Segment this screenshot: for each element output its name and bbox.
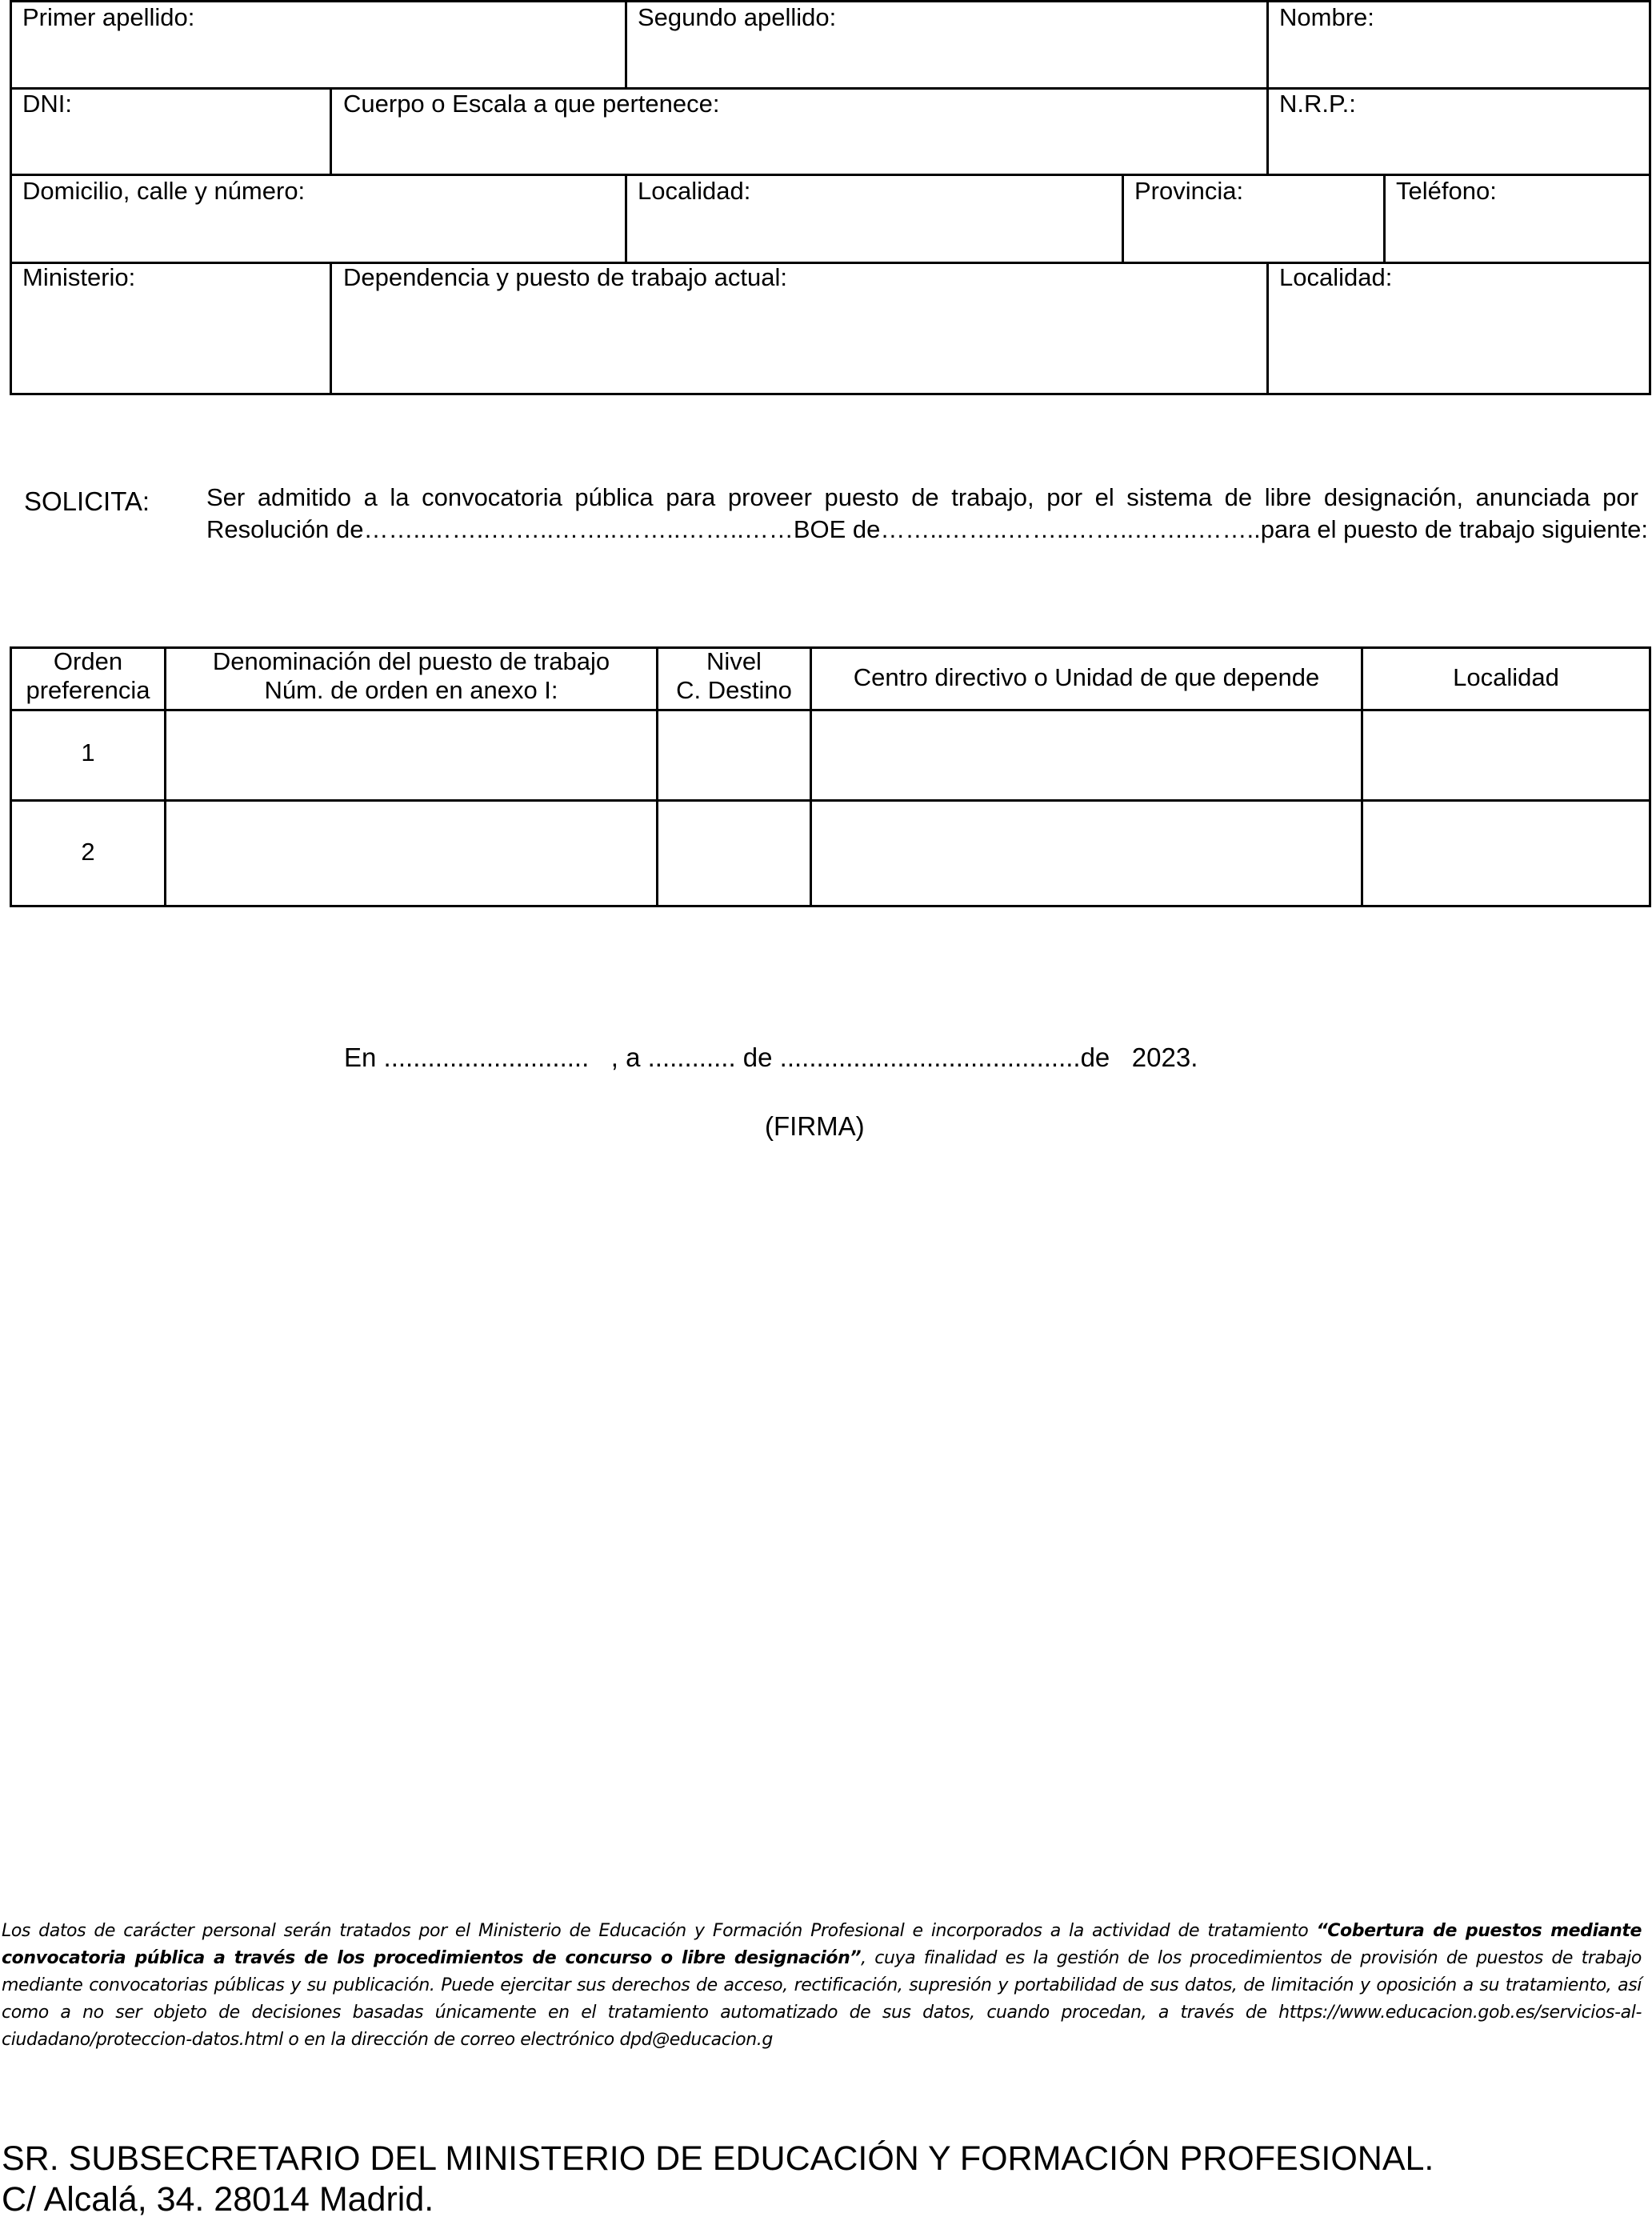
telefono-field[interactable] [1394, 211, 1646, 258]
header-nivel [658, 647, 810, 705]
nrp-field[interactable] [1278, 123, 1645, 170]
row-2-centro-field[interactable] [814, 804, 1360, 902]
row-2-orden: 2 [81, 838, 95, 866]
header-nivel-line-1: Nivel [706, 647, 762, 675]
row-divider [10, 262, 1651, 264]
dni-field[interactable] [21, 123, 324, 170]
telefono-label: Teléfono: [1396, 177, 1497, 205]
header-orden-line-2: preferencia [26, 676, 150, 704]
solicita-line-1: Ser admitido a la convocatoria pública para proveer puesto de trabajo, por el sistema de libre designación, anunciada por [206, 483, 1638, 511]
nombre-label: Nombre: [1279, 3, 1374, 31]
header-denominacion-line-1: Denominación del puesto de trabajo [212, 647, 610, 675]
row-divider [10, 174, 1651, 176]
row-divider [10, 709, 1651, 711]
solicita-line-2: Resolución de……..……..……..……..……..……..……BOE de……..……..……..……..……..……..para el puesto de trabajo siguiente: [206, 515, 1649, 543]
solicita-label: SOLICITA: [24, 486, 150, 516]
addressee-line-1: SR. SUBSECRETARIO DEL MINISTERIO DE EDUCACIÓN Y FORMACIÓN PROFESIONAL. [2, 2139, 1434, 2178]
privacy-notice [2, 1918, 1642, 2054]
row-1-nivel-field[interactable] [660, 714, 809, 795]
segundo-apellido-label: Segundo apellido: [638, 3, 837, 31]
primer-apellido-field[interactable] [21, 37, 620, 83]
dependencia-field[interactable] [342, 298, 1261, 387]
row-2-nivel-field[interactable] [660, 804, 809, 902]
header-centro: Centro directivo o Unidad de que depende [853, 663, 1320, 691]
row-2-localidad-field[interactable] [1365, 804, 1648, 902]
cuerpo-field[interactable] [342, 123, 1261, 170]
col-divider [1122, 174, 1124, 263]
row-2-denominacion-field[interactable] [168, 804, 655, 902]
col-divider [330, 262, 332, 395]
date-line: En ............................ , a ............ de .........................................de 2023. [344, 1042, 1198, 1072]
col-divider [330, 87, 332, 175]
row-1-denominacion-field[interactable] [168, 714, 655, 795]
row-1-orden: 1 [81, 738, 95, 766]
dependencia-label: Dependencia y puesto de trabajo actual: [343, 263, 787, 291]
header-nivel-line-2: C. Destino [676, 676, 792, 704]
domicilio-field[interactable] [21, 211, 620, 258]
localidad-actual-field[interactable] [1278, 298, 1645, 387]
localidad-field[interactable] [636, 211, 1115, 258]
col-divider [1266, 0, 1269, 89]
row-divider [10, 87, 1651, 90]
row-divider [10, 799, 1651, 802]
header-denominacion [166, 647, 656, 705]
provincia-label: Provincia: [1134, 177, 1244, 205]
domicilio-label: Domicilio, calle y número: [22, 177, 306, 205]
col-divider [625, 174, 627, 263]
ministerio-label: Ministerio: [22, 263, 136, 291]
privacy-text-2: , cuya finalidad es la gestión de los procedimientos de provisión de puestos de trabajo mediante convocatorias públicas y su publicación. Puede ejercitar sus derechos de acceso, rectificación, supresión y portabilidad de sus datos, de limitación y oposición a su tratamiento, así como a no ser objeto de decisiones basadas únicamente en el tratamiento automatizado de sus datos, cuando procedan, a través de https://www.educacion.gob.es/servicios-al-ciudadano/proteccion-datos.html o en la dirección de correo electrónico dpd@educacion.g [2, 1948, 1642, 2050]
addressee-line-2: C/ Alcalá, 34. 28014 Madrid. [2, 2180, 434, 2219]
cuerpo-label: Cuerpo o Escala a que pertenece: [343, 90, 720, 118]
col-divider [1383, 174, 1386, 263]
header-orden [12, 647, 164, 705]
localidad-label: Localidad: [638, 177, 751, 205]
col-divider [1266, 262, 1269, 395]
segundo-apellido-field[interactable] [636, 37, 1259, 83]
privacy-text-1: Los datos de carácter personal serán tratados por el Ministerio de Educación y Formación Profesional e incorporados a la actividad de tratamiento [2, 1921, 1317, 1941]
dni-label: DNI: [22, 90, 72, 118]
provincia-field[interactable] [1133, 211, 1376, 258]
primer-apellido-label: Primer apellido: [22, 3, 195, 31]
header-orden-line-1: Orden [53, 647, 123, 675]
header-denominacion-line-2: Núm. de orden en anexo I: [264, 676, 558, 704]
col-divider [625, 0, 627, 89]
privacy-text-bold: “Cobertura de puestos mediante convocatoria pública a través de los procedimientos de concurso o libre designación” [2, 1921, 1642, 1968]
row-1-centro-field[interactable] [814, 714, 1360, 795]
header-localidad: Localidad [1453, 663, 1559, 691]
col-divider [1266, 87, 1269, 175]
row-1-localidad-field[interactable] [1365, 714, 1648, 795]
nombre-field[interactable] [1278, 37, 1645, 83]
ministerio-field[interactable] [21, 298, 324, 387]
firma-label: (FIRMA) [765, 1111, 865, 1141]
localidad-actual-label: Localidad: [1279, 263, 1393, 291]
nrp-label: N.R.P.: [1279, 90, 1356, 118]
